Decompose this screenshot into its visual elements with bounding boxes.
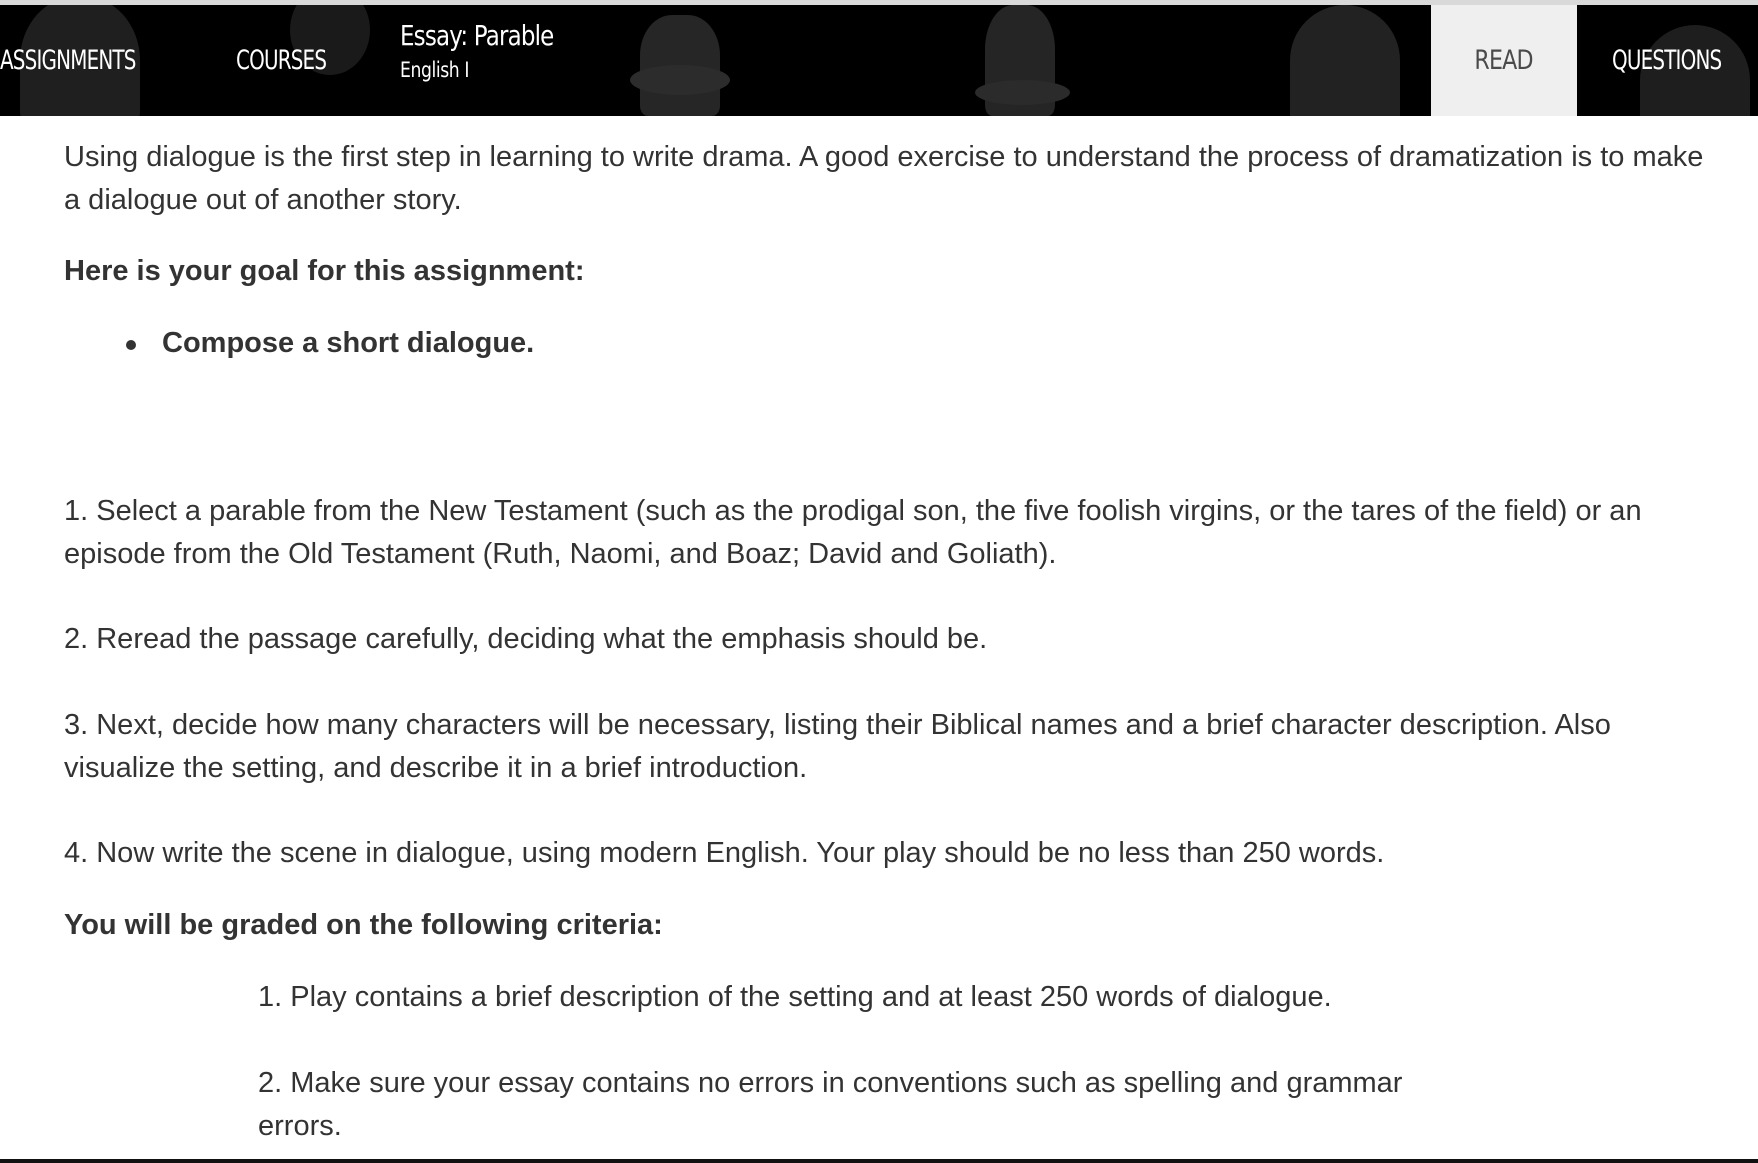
nav-courses-link[interactable] <box>236 5 346 116</box>
step-1: 1. Select a parable from the New Testament (such as the prodigal son, the five foolish virgins, or the tares of the field) or an episode from the Old Testament (Ruth, Naomi, and Boaz; David and Goliath). <box>64 495 1642 570</box>
goal-text: Compose a short dialogue. <box>162 327 535 359</box>
step-2: 2. Reread the passage carefully, deciding what the emphasis should be. <box>64 623 988 655</box>
goal-heading: Here is your goal for this assignment: <box>64 255 585 287</box>
nav-assignments-link[interactable] <box>0 5 150 116</box>
course-subtitle: English I <box>400 58 470 82</box>
tab-read-label: READ <box>1474 45 1534 76</box>
background-chess-piece <box>975 80 1070 105</box>
goal-item <box>64 322 534 365</box>
step-3: 3. Next, decide how many characters will be necessary, listing their Biblical names and a brief character description. Also visualize the setting, and describe it in a brief introduction. <box>64 709 1611 784</box>
tab-read[interactable] <box>1431 5 1577 116</box>
tab-questions[interactable] <box>1612 5 1758 116</box>
criteria-heading: You will be graded on the following criteria: <box>64 909 663 941</box>
goal-list <box>64 322 534 365</box>
top-navigation-bar <box>0 5 1758 116</box>
step-4: 4. Now write the scene in dialogue, using modern English. Your play should be no less than 250 words. <box>64 837 1385 869</box>
background-chess-piece <box>630 65 730 95</box>
bullet-icon <box>126 340 136 350</box>
assignment-title: Essay: Parable <box>400 19 554 52</box>
intro-paragraph: Using dialogue is the first step in learning to write drama. A good exercise to understand the process of dramatization is to make a dialogue out of another story. <box>64 141 1704 216</box>
nav-courses-label: COURSES <box>236 45 327 76</box>
criterion-2: 2. Make sure your essay contains no errors in conventions such as spelling and grammar errors. <box>258 1067 1403 1142</box>
assignment-title-block <box>400 19 587 82</box>
nav-assignments-label: ASSIGNMENTS <box>0 45 136 76</box>
criterion-1: 1. Play contains a brief description of the setting and at least 250 words of dialogue. <box>258 981 1332 1013</box>
bottom-border <box>0 1159 1758 1163</box>
tab-questions-label: QUESTIONS <box>1612 45 1722 76</box>
background-chess-piece <box>1290 5 1400 116</box>
